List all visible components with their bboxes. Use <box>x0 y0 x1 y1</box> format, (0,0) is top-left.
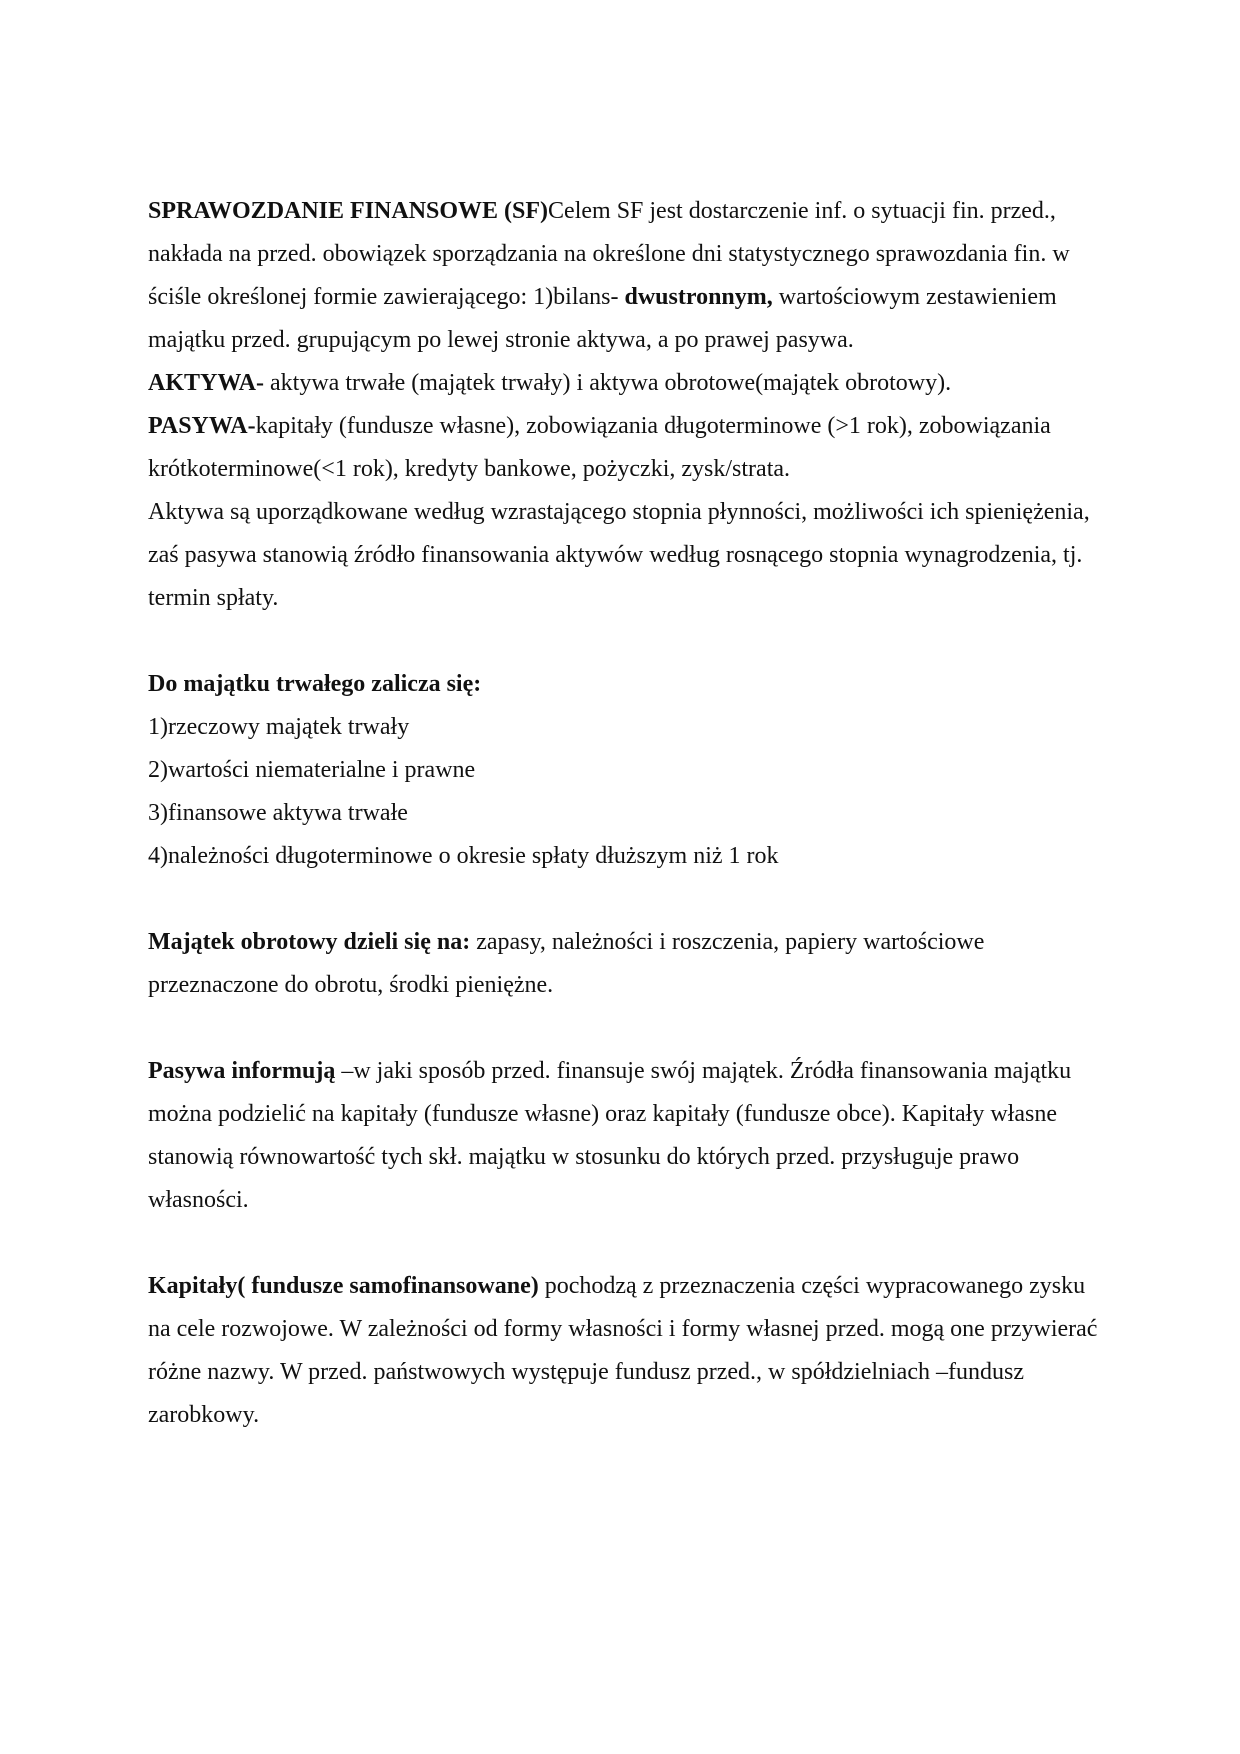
aktywa-order-paragraph: Aktywa są uporządkowane według wzrastającego stopnia płynności, możliwości ich spieniężenia, zaś pasywa stanowią źródło finansowania aktywów według rosnącego stopnia wynagrodzenia, tj. termin spłaty. <box>148 499 1090 611</box>
spacer <box>148 878 1098 921</box>
capital-heading: Kapitały( fundusze samofinansowane) <box>148 1273 539 1299</box>
fixed-assets-item: 1)rzeczowy majątek trwały <box>148 714 410 740</box>
liabilities-info-text: –w jaki sposób przed. finansuje swój majątek. Źródła finansowania majątku można podzielić na kapitały (fundusze własne) oraz kapitały (fundusze obce). Kapitały własne stanowią równowartość tych skł. majątku w stosunku do których przed. przysługuje prawo własności. <box>148 1058 1072 1213</box>
spacer <box>148 1007 1098 1050</box>
liabilities-info-heading: Pasywa informują <box>148 1058 336 1084</box>
pasywa-text: kapitały (fundusze własne), zobowiązania długoterminowe (>1 rok), zobowiązania krótkoterminowe(<1 rok), kredyty bankowe, pożyczki, zysk/strata. <box>148 413 1051 482</box>
fixed-assets-heading-text: Do majątku trwałego zalicza się: <box>148 671 482 697</box>
current-assets-text: zapasy, należności i roszczenia, papiery wartościowe przeznaczone do obrotu, środki pieniężne. <box>148 929 985 998</box>
intro-title: SPRAWOZDANIE FINANSOWE (SF) <box>148 198 549 224</box>
fixed-assets-item: 2)wartości niematerialne i prawne <box>148 757 476 783</box>
pasywa-label: PASYWA- <box>148 413 256 439</box>
aktywa-paragraph <box>148 362 1098 405</box>
spacer <box>148 1222 1098 1265</box>
fixed-assets-heading <box>148 663 1098 706</box>
intro-paragraph <box>148 190 1098 362</box>
capital-text: pochodzą z przeznaczenia części wypracowanego zysku na cele rozwojowe. W zależności od formy własności i formy własnej przed. mogą one przywierać różne nazwy. W przed. państwowych występuje fundusz przed., w spółdzielniach –fundusz zarobkowy. <box>148 1273 1098 1428</box>
current-assets-paragraph <box>148 921 1098 1007</box>
intro-text-bold: dwustronnym, <box>624 284 773 310</box>
aktywa-label: AKTYWA- <box>148 370 265 396</box>
current-assets-heading: Majątek obrotowy dzieli się na: <box>148 929 471 955</box>
capital-paragraph <box>148 1265 1098 1437</box>
document-body <box>148 190 1098 1437</box>
fixed-assets-item: 4)należności długoterminowe o okresie spłaty dłuższym niż 1 rok <box>148 843 779 869</box>
fixed-assets-item: 3)finansowe aktywa trwałe <box>148 800 408 826</box>
intro-text-1: Celem SF jest dostarczenie inf. o sytuacji fin. przed., nakłada na przed. obowiązek sporządzania na określone dni statystycznego sprawozdania fin. w ściśle określonej formie zawierającego: 1)bilans- <box>148 198 1070 310</box>
pasywa-paragraph <box>148 405 1098 491</box>
intro-text-2: wartościowym zestawieniem majątku przed. grupującym po lewej stronie aktywa, a po prawej pasywa. <box>148 284 1057 353</box>
spacer <box>148 620 1098 663</box>
aktywa-text: aktywa trwałe (majątek trwały) i aktywa obrotowe(majątek obrotowy). <box>264 370 952 396</box>
liabilities-info-paragraph <box>148 1050 1098 1222</box>
